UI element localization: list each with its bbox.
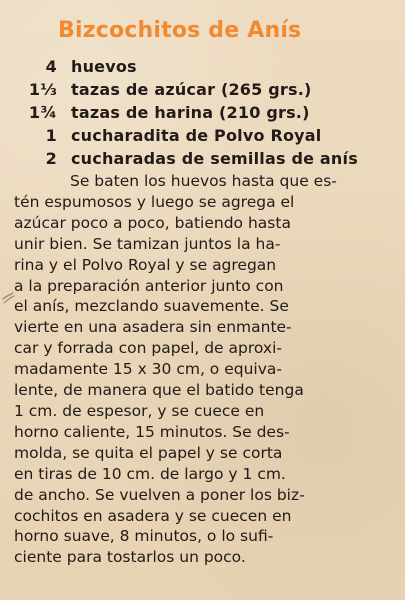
ingredient-quantity: 1⅓: [28, 80, 57, 99]
instruction-line: 1 cm. de espesor, y se cuece en: [14, 401, 265, 420]
instruction-line: el anís, mezclando suavemente. Se: [14, 297, 289, 316]
ingredient-quantity: 4: [45, 57, 57, 76]
ingredient-quantity: 2: [45, 149, 57, 168]
ingredient-row: [14, 80, 374, 103]
instruction-line: car y forrada con papel, de aproxi-: [14, 339, 282, 358]
instruction-line: a la preparación anterior junto con: [14, 276, 284, 295]
ingredient-text: tazas de harina (210 grs.): [71, 103, 310, 122]
instruction-line: de ancho. Se vuelven a poner los biz-: [14, 485, 305, 504]
instruction-line: en tiras de 10 cm. de largo y 1 cm.: [14, 464, 286, 483]
ingredient-text: tazas de azúcar (265 grs.): [71, 80, 312, 99]
instruction-line: tén espumosos y luego se agrega el: [14, 192, 295, 211]
instruction-line: Se baten los huevos hasta que es-: [70, 172, 337, 190]
instruction-line: ciente para tostarlos un poco.: [14, 548, 246, 567]
instruction-line: horno suave, 8 minutos, o lo sufi-: [14, 527, 274, 546]
instruction-line: cochitos en asadera y se cuecen en: [14, 506, 292, 525]
instruction-line: lente, de manera que el batido tenga: [14, 381, 304, 400]
instruction-line: molda, se quita el papel y se corta: [14, 443, 283, 462]
ingredient-row: [14, 103, 374, 126]
instruction-line: azúcar poco a poco, batiendo hasta: [14, 213, 291, 232]
ingredient-row: [14, 149, 374, 172]
ingredient-quantity: 1¾: [28, 103, 57, 122]
instruction-line: horno caliente, 15 minutos. Se des-: [14, 422, 290, 441]
ingredient-text: huevos: [71, 57, 137, 76]
ingredients-list: [14, 57, 374, 172]
instruction-line: vierte en una asadera sin enmante-: [14, 318, 292, 337]
ingredient-text: cucharadas de semillas de anís: [71, 149, 358, 168]
recipe-title: Bizcochitos de Anís: [58, 18, 302, 43]
ingredient-text: cucharadita de Polvo Royal: [71, 126, 322, 145]
instruction-line: madamente 15 x 30 cm, o equiva-: [14, 360, 282, 379]
ingredient-quantity: 1: [45, 126, 57, 145]
instruction-line: rina y el Polvo Royal y se agregan: [14, 255, 277, 274]
instruction-line: unir bien. Se tamizan juntos la ha-: [14, 234, 281, 253]
instructions-text: [14, 171, 386, 568]
ingredient-row: [14, 57, 374, 80]
ingredient-row: [14, 126, 374, 149]
